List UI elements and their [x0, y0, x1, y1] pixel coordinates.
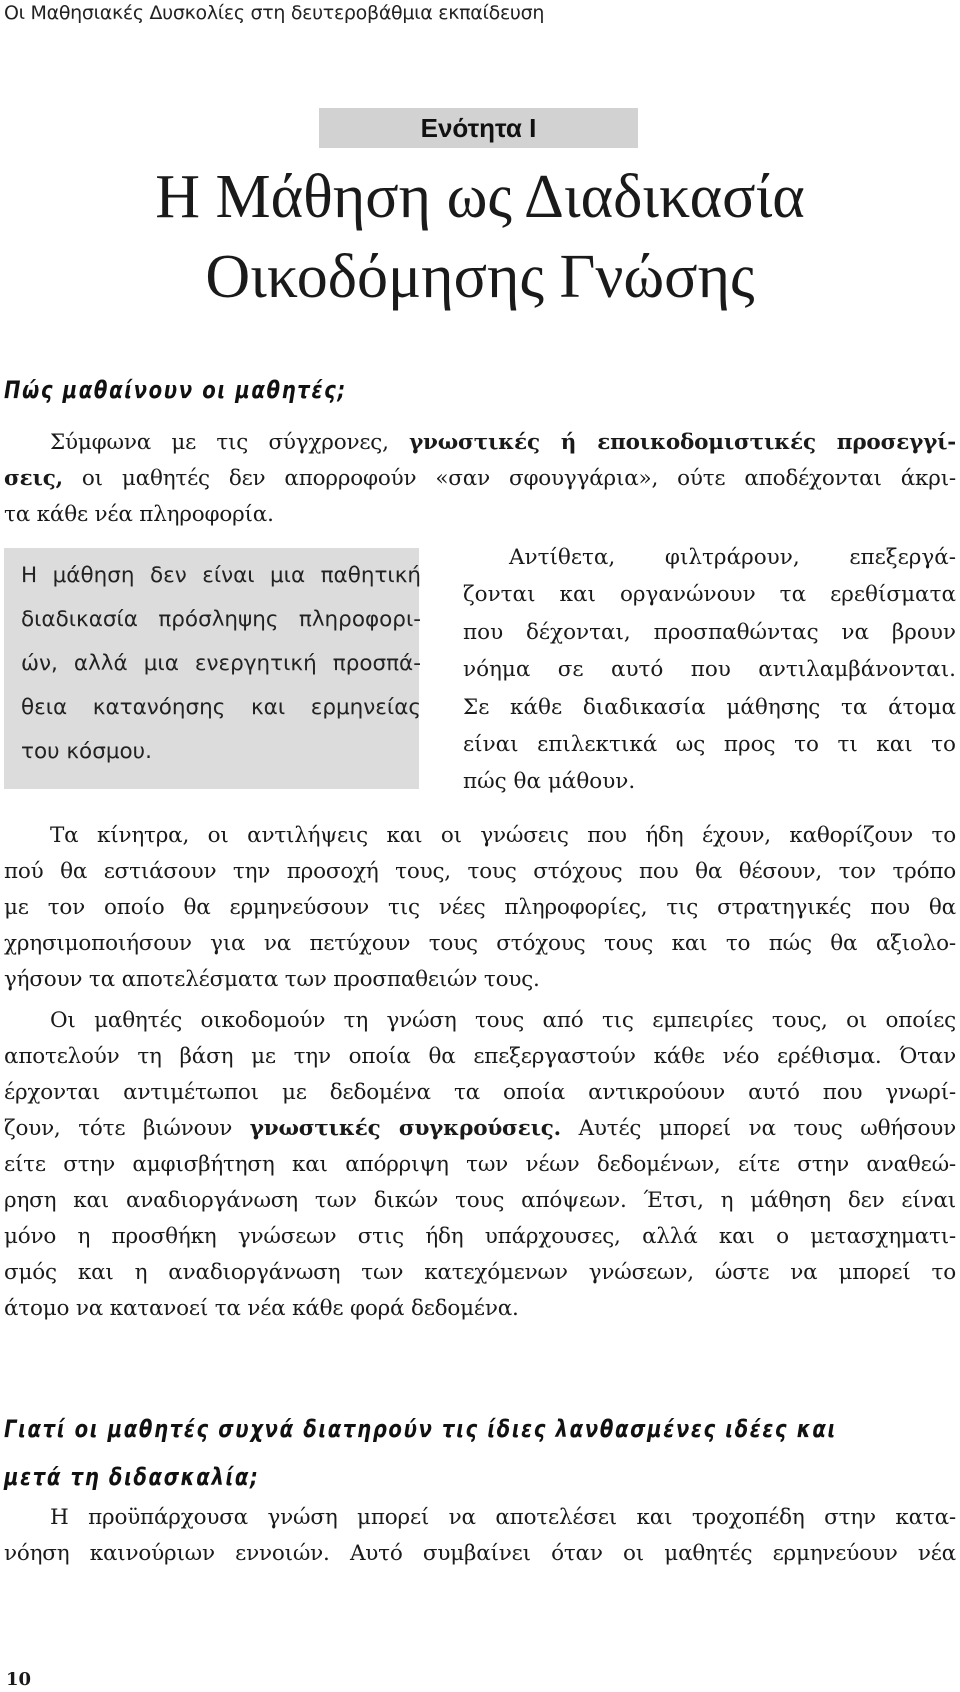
paragraph-line: με τον οποίο θα ερμηνεύσουν τις νέες πληροφορίες, τις στρατηγικές που θα: [4, 895, 956, 920]
callout-line: διαδικασία πρόσληψης πληροφορι-: [21, 607, 421, 632]
paragraph-line: ζονται και οργανώνουν τα ερεθίσματα: [463, 582, 956, 608]
running-header: Οι Μαθησιακές Δυσκολίες στη δευτεροβάθμια εκπαίδευση: [4, 2, 545, 24]
paragraph-line: χρησιμοποιήσουν για να πετύχουν τους στόχους τους και το πώς θα αξιολο-: [4, 931, 956, 956]
chapter-title-line-1: Η Μάθηση ως Διαδικασία: [155, 163, 805, 231]
paragraph-line: Σε κάθε διαδικασία μάθησης τα άτομα: [463, 694, 956, 720]
emphasis-text: σεις,: [4, 466, 63, 491]
paragraph-line: μόνο η προσθήκη γνώσεων στις ήδη υπάρχουσες, αλλά και ο μετασχηματι-: [4, 1224, 956, 1249]
section-label: Ενότητα Ι: [319, 108, 638, 148]
paragraph-line: σμός και η αναδιοργάνωση των κατεχόμενων γνώσεων, ώστε να μπορεί το: [4, 1260, 956, 1285]
paragraph-line: είναι επιλεκτικά ως προς το τι και το: [463, 732, 956, 758]
heading-line: Γιατί οι μαθητές συχνά διατηρούν τις ίδιες λανθασμένες ιδέες και: [4, 1415, 837, 1443]
callout-line: του κόσμου.: [21, 739, 152, 764]
paragraph-line: Οι μαθητές οικοδομούν τη γνώση τους από τις εμπειρίες τους, οι οποίες: [50, 1008, 956, 1033]
paragraph-line: νόημα σε αυτό που αντιλαμβάνονται.: [463, 657, 956, 683]
callout-box: [4, 548, 419, 789]
paragraph-line: αποτελούν τη βάση με την οποία θα επεξεργαστούν κάθε νέο ερέθισμα. Όταν: [4, 1044, 956, 1069]
paragraph-line: Η προϋπάρχουσα γνώση μπορεί να αποτελέσει και τροχοπέδη στην κατα-: [50, 1505, 956, 1530]
paragraph-line: Σύμφωνα με τις σύγχρονες, γνωστικές ή εποικοδομιστικές προσεγγί-: [50, 430, 957, 455]
paragraph-line: άτομο να κατανοεί τα νέα κάθε φορά δεδομένα.: [4, 1296, 519, 1321]
paragraph-motives: [4, 818, 956, 998]
callout-text: [21, 554, 421, 774]
paragraph-line: είτε στην αμφισβήτηση και απόρριψη των νέων δεδομένων, είτε στην αναθεώ-: [4, 1152, 956, 1177]
paragraph-line: γήσουν τα αποτελέσματα των προσπαθειών τους.: [4, 967, 540, 992]
page-number: 10: [6, 1669, 32, 1690]
paragraph-line: πώς θα μάθουν.: [463, 769, 636, 795]
paragraph-line: νόηση καινούριων εννοιών. Αυτό συμβαίνει όταν οι μαθητές ερμηνεύουν νέα: [4, 1541, 956, 1566]
paragraph-line: ζουν, τότε βιώνουν γνωστικές συγκρούσεις. Αυτές μπορεί να τους ωθήσουν: [4, 1116, 956, 1141]
section-heading-misconceptions: [4, 1405, 837, 1501]
emphasis-text: γνωστικές ή εποικοδομιστικές προσεγγί-: [409, 430, 957, 455]
chapter-title-line-2: Οικοδόμησης Γνώσης: [205, 243, 755, 311]
callout-line: ών, αλλά μια ενεργητική προσπά-: [21, 651, 421, 676]
paragraph-knowledge-building: [4, 1003, 956, 1327]
paragraph-line: έρχονται αντιμέτωποι με δεδομένα τα οποία αντικρούουν αυτό που γνωρί-: [4, 1080, 956, 1105]
paragraph-line: ρηση και αναδιοργάνωση των δικών τους απόψεων. Έτσι, η μάθηση δεν είναι: [4, 1188, 956, 1213]
paragraph-intro: [4, 425, 956, 533]
paragraph-line: τα κάθε νέα πληροφορία.: [4, 502, 274, 527]
section-heading-how-students-learn: Πώς μαθαίνουν οι μαθητές;: [4, 376, 347, 404]
heading-line: μετά τη διδασκαλία;: [4, 1463, 260, 1491]
right-column-text: [463, 539, 956, 801]
callout-line: Η μάθηση δεν είναι μια παθητική: [21, 563, 421, 588]
paragraph-line: που δέχονται, προσπαθώντας να βρουν: [463, 619, 956, 645]
paragraph-line: Τα κίνητρα, οι αντιλήψεις και οι γνώσεις που ήδη έχουν, καθορίζουν το: [50, 823, 956, 848]
paragraph-line: Αντίθετα, φιλτράρουν, επεξεργά-: [509, 545, 956, 570]
emphasis-text: γνωστικές συγκρούσεις.: [249, 1116, 561, 1141]
callout-line: θεια κατανόησης και ερμηνείας: [21, 695, 421, 720]
paragraph-prior-knowledge: [4, 1500, 956, 1572]
paragraph-line: σεις, οι μαθητές δεν απορροφούν «σαν σφουγγάρια», ούτε αποδέχονται άκρι-: [4, 466, 956, 491]
paragraph-line: πού θα εστιάσουν την προσοχή τους, τους στόχους που θα θέσουν, τον τρόπο: [4, 859, 956, 884]
